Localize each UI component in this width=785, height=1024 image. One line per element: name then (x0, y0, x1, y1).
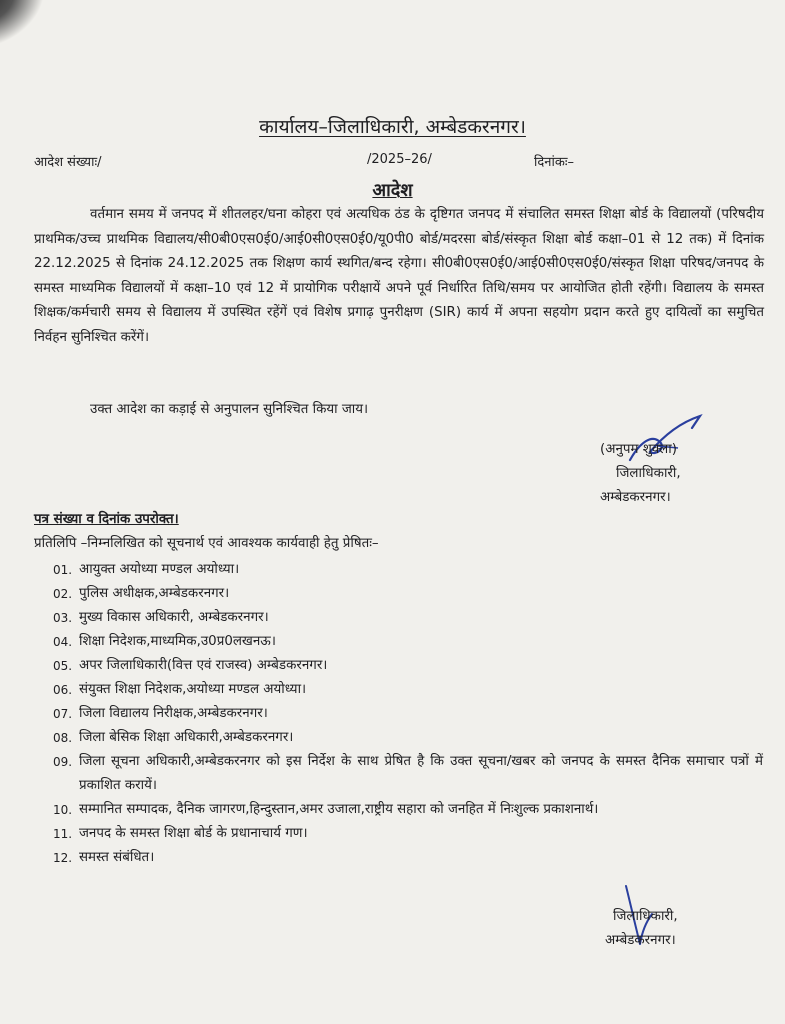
signatory-place: अम्बेडकरनगर। (600, 490, 671, 505)
list-item: 04. शिक्षा निदेशक,माध्यमिक,उ0प्र0लखनऊ। (53, 634, 276, 649)
signatory-designation: जिलाधिकारी, (616, 466, 681, 481)
order-number: आदेश संख्याः/ (34, 155, 102, 170)
order-date: दिनांकः– (534, 155, 574, 170)
order-body: वर्तमान समय में जनपद में शीतलहर/घना कोहरा एवं अत्यधिक ठंड के दृष्टिगत जनपद में संचालित समस्त शिक्षा बोर्ड के विद्यालयों (परिषदीय प्राथमिक/उच्च प्राथमिक विद्यालय/सी0बी0एस0ई0/आई0सी0एस0ई0/यू0पी0 बोर्ड/मदरसा बोर्ड/संस्कृत शिक्षा बोर्ड कक्षा–01 से 12 तक) में दिनांक 22.12.2025 से दिनांक 24.12.2025 तक शिक्षण कार्य स्थगित/बन्द रहेगा। सी0बी0एस0ई0/आई0सी0एस0ई0/संस्कृत शिक्षा परिषद/जनपद के समस्त माध्यमिक विद्यालयों में कक्षा–10 एवं 12 में प्रायोगिक परीक्षायें अपने पूर्व निर्धारित तिथि/समय पर आयोजित होती रहेंगी। विद्यालय के समस्त शिक्षक/कर्मचारी समय से विद्यालय में उपस्थित रहेंगें एवं विशेष प्रगाढ़ पुनरीक्षण (SIR) कार्य में अपना सहयोग प्रदान करते हुए दायित्वों का समुचित निर्वहन सुनिश्चित करेंगें। (34, 207, 764, 345)
list-item: 06. संयुक्त शिक्षा निदेशक,अयोध्या मण्डल अयोध्या। (53, 682, 307, 697)
list-item: 11. जनपद के समस्त शिक्षा बोर्ड के प्रधानाचार्य गण। (53, 826, 308, 841)
list-item: 08. जिला बेसिक शिक्षा अधिकारी,अम्बेडकरनगर। (53, 730, 294, 745)
signature-block-2 (605, 905, 678, 953)
list-item: 07. जिला विद्यालय निरीक्षक,अम्बेडकरनगर। (53, 706, 268, 721)
letter-reference: पत्र संख्या व दिनांक उपरोक्त। (34, 512, 179, 527)
list-item: 09. जिला सूचना अधिकारी,अम्बेडकरनगर को इस निर्देश के साथ प्रेषित है कि उक्त सूचना/खबर को जनपद के समस्त दैनिक समाचार पत्रों में प्रकाशित करायें। (53, 754, 763, 793)
compliance-line: उक्त आदेश का कड़ाई से अनुपालन सुनिश्चित किया जाय। (90, 402, 369, 417)
list-item: 01. आयुक्त अयोध्या मण्डल अयोध्या। (53, 562, 240, 577)
signature-block-1 (600, 438, 681, 510)
order-heading: आदेश (372, 180, 413, 201)
signatory-place: अम्बेडकरनगर। (605, 933, 676, 948)
order-year: /2025–26/ (367, 152, 432, 167)
list-item: 10. सम्मानित सम्पादक, दैनिक जागरण,हिन्दुस्तान,अमर उजाला,राष्ट्रीय सहारा को जनहित में निःशुल्क प्रकाशनार्थ। (53, 802, 599, 817)
signatory-name: (अनुपम शुक्ला) (600, 442, 677, 457)
list-item: 02. पुलिस अधीक्षक,अम्बेडकरनगर। (53, 586, 230, 601)
list-item: 12. समस्त संबंधित। (53, 850, 155, 865)
signatory-designation: जिलाधिकारी, (613, 909, 678, 924)
list-item: 05. अपर जिलाधिकारी(वित्त एवं राजस्व) अम्बेडकरनगर। (53, 658, 328, 673)
recipient-list (53, 558, 763, 870)
copy-intro: प्रतिलिपि –निम्नलिखित को सूचनार्थ एवं आवश्यक कार्यवाही हेतु प्रेषितः– (34, 536, 379, 551)
list-item: 03. मुख्य विकास अधिकारी, अम्बेडकरनगर। (53, 610, 269, 625)
corner-shadow (0, 0, 59, 53)
office-title: कार्यालय–जिलाधिकारी, अम्बेडकरनगर। (259, 116, 526, 138)
